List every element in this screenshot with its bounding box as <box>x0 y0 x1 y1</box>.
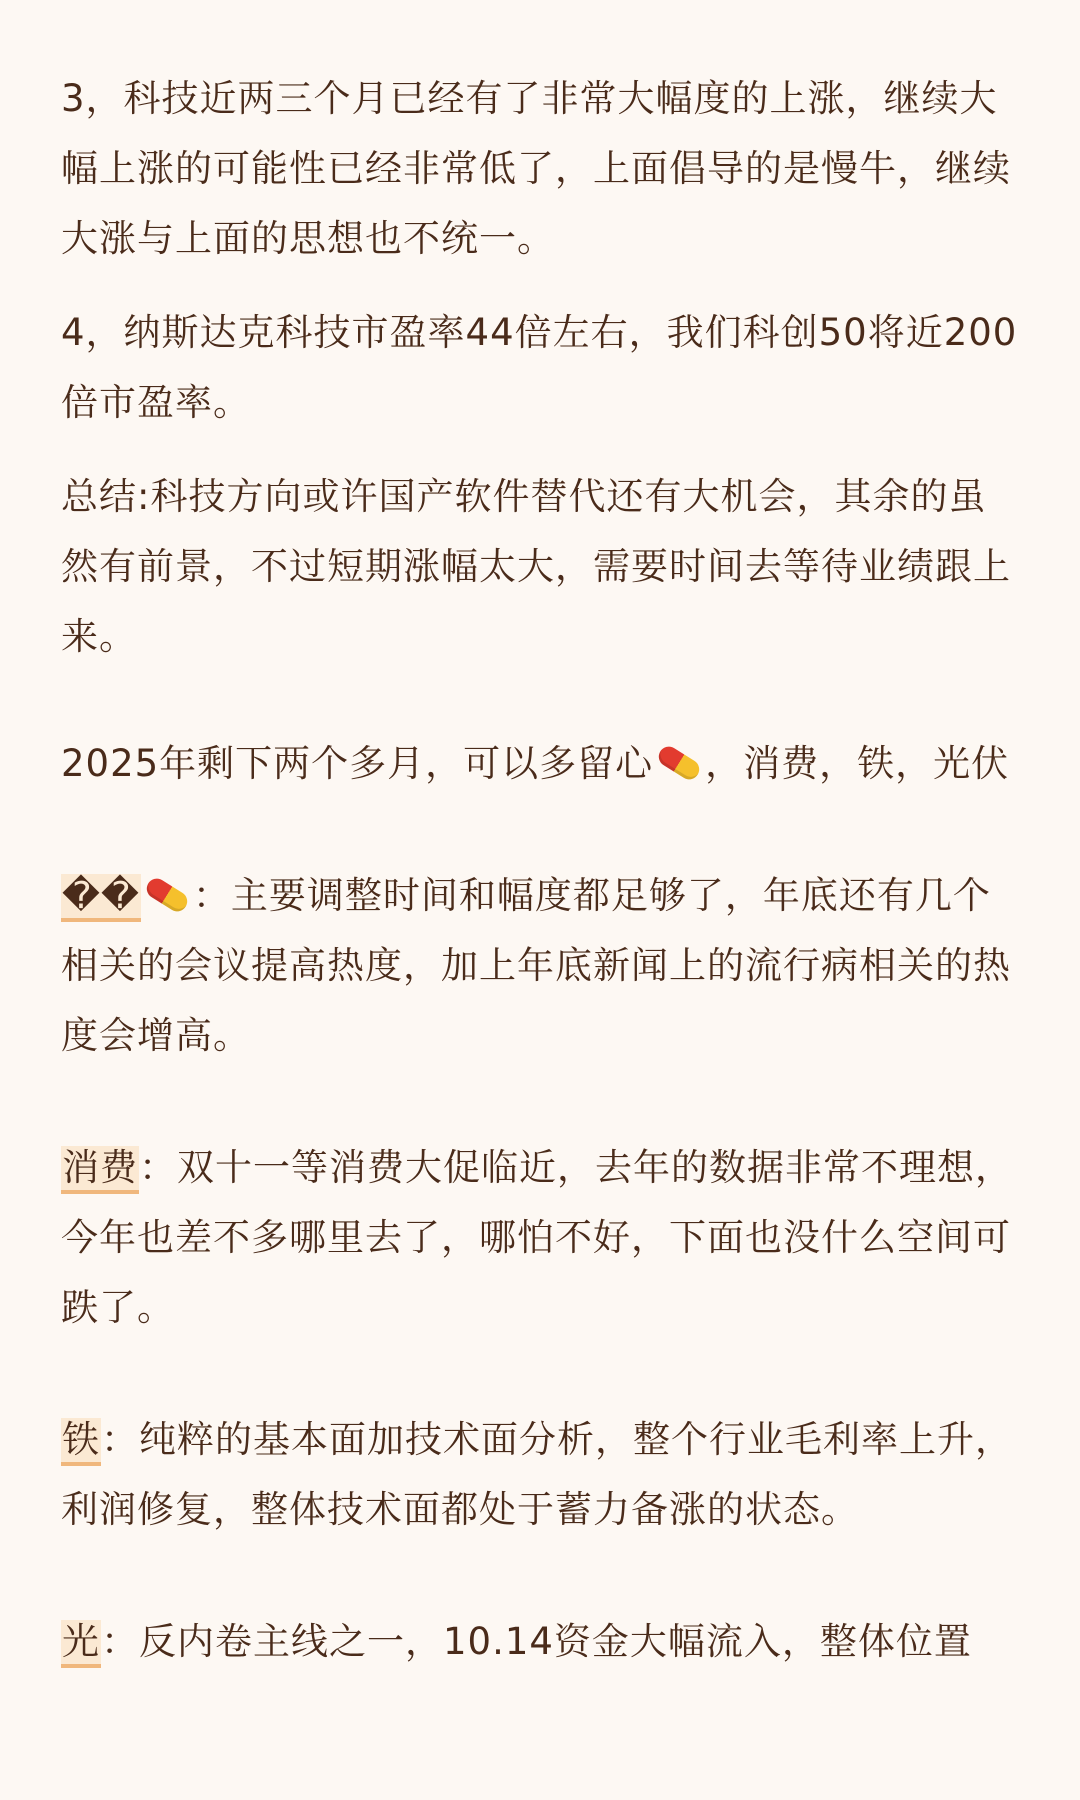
section-text-pharma: ：主要调整时间和幅度都足够了，年底还有几个相关的会议提高热度，加上年底新闻上的流行病相关的热度会增高。 <box>61 874 1011 1057</box>
outlook-text-start: 2025年剩下两个多月，可以多留心 <box>61 742 654 785</box>
pill-icon <box>143 874 191 914</box>
paragraph-tech-rally: 3，科技近两三个月已经有了非常大幅度的上涨，继续大幅上涨的可能性已经非常低了，上面倡导的是慢牛，继续大涨与上面的思想也不统一。 <box>61 77 1011 260</box>
section-consumption <box>61 1133 1019 1343</box>
section-label-pharma: �� <box>61 874 141 922</box>
section-text-iron: ：纯粹的基本面加技术面分析，整个行业毛利率上升，利润修复，整体技术面都处于蓄力备涨的状态。 <box>61 1418 1013 1531</box>
section-pharma <box>61 861 1019 1071</box>
outlook-text-end: ，消费，铁，光伏 <box>705 742 1010 785</box>
pill-icon <box>655 742 703 782</box>
section-text-solar: ：反内卷主线之一，10.14资金大幅流入，整体位置 <box>101 1620 972 1663</box>
paragraph-pe-ratio: 4，纳斯达克科技市盈率44倍左右，我们科创50将近200倍市盈率。 <box>61 311 1018 424</box>
paragraph-outlook <box>61 729 1019 799</box>
section-label-consumption: 消费 <box>61 1146 139 1194</box>
section-iron <box>61 1405 1019 1545</box>
section-label-solar: 光 <box>61 1620 101 1668</box>
section-text-consumption: ：双十一等消费大促临近，去年的数据非常不理想，今年也差不多哪里去了，哪怕不好，下面也没什么空间可跌了。 <box>61 1146 1013 1329</box>
section-label-iron: 铁 <box>61 1418 101 1466</box>
section-solar <box>61 1607 1019 1677</box>
paragraph-summary: 总结:科技方向或许国产软件替代还有大机会，其余的虽然有前景，不过短期涨幅太大，需要时间去等待业绩跟上来。 <box>61 475 1011 658</box>
